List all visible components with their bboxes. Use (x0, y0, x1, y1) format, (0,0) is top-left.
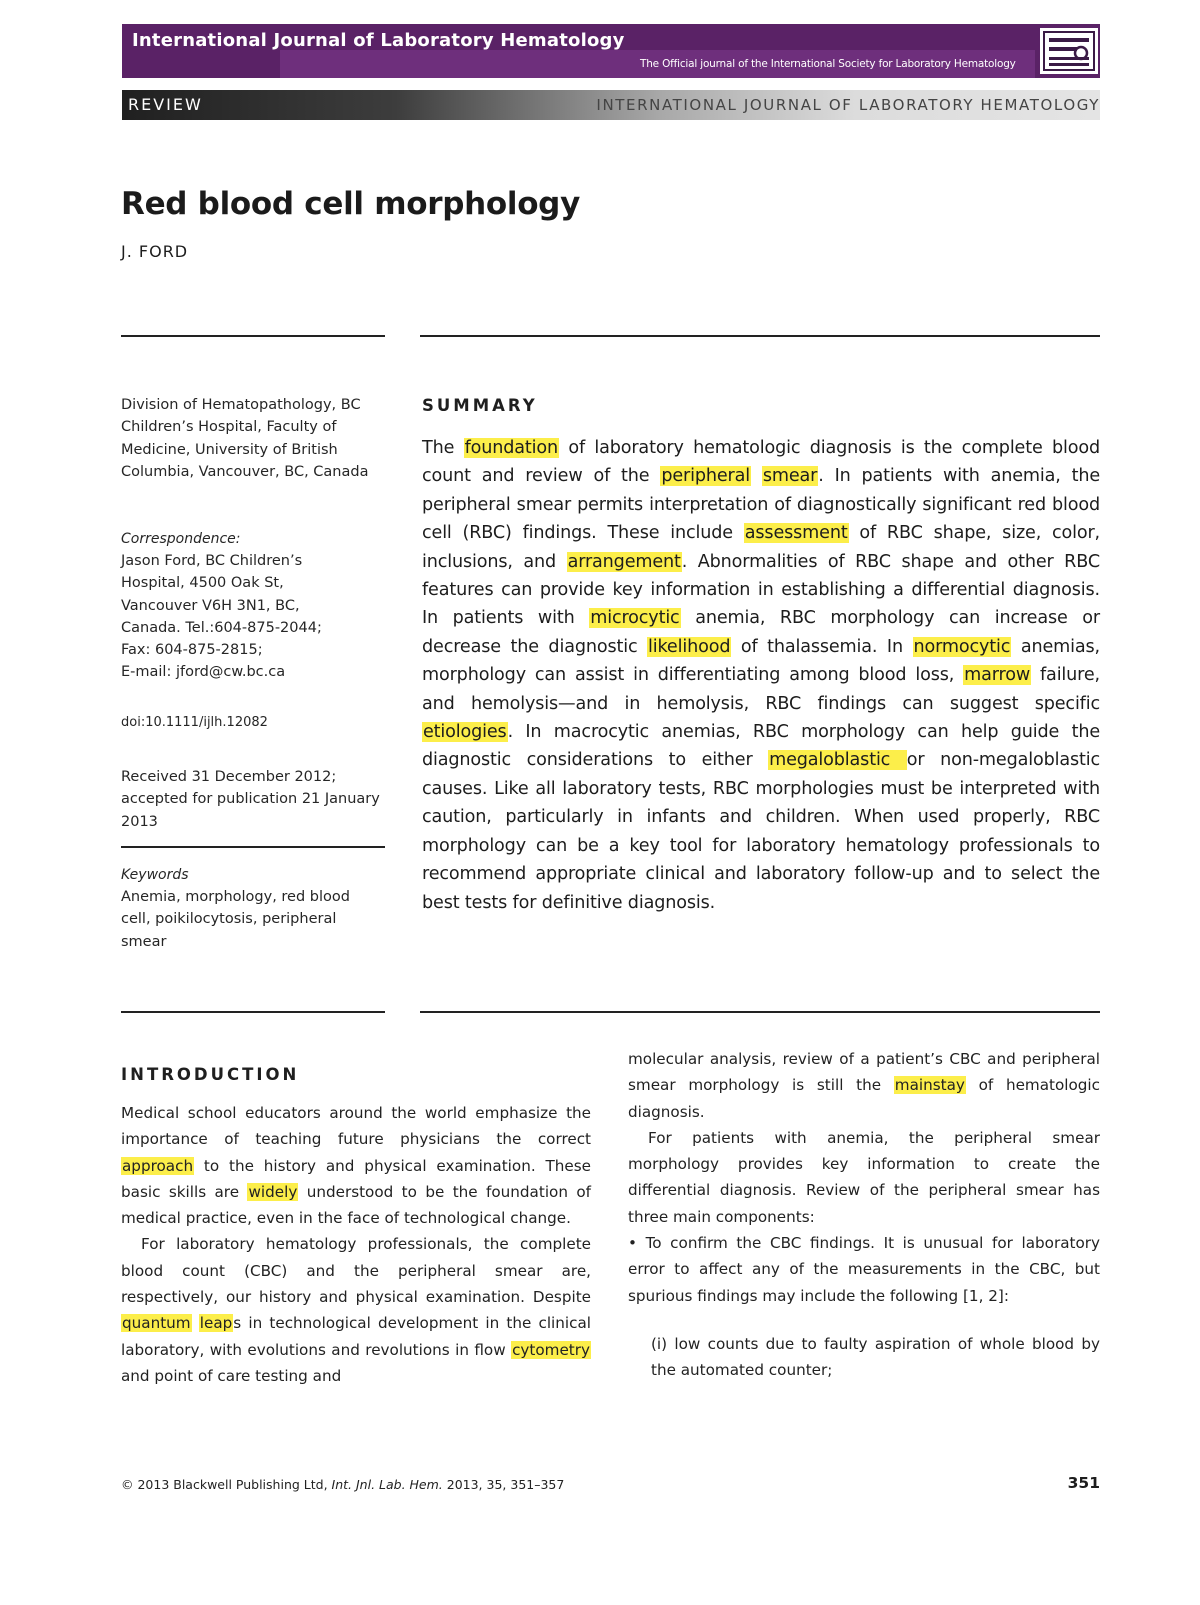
correspondence-line: Jason Ford, BC Children’s (121, 553, 303, 569)
highlighted-word: smear (762, 466, 818, 487)
copyright-text: © 2013 Blackwell Publishing Ltd, (121, 1477, 328, 1492)
highlighted-word: cytometry (512, 1340, 590, 1359)
highlighted-word: mainstay (894, 1076, 965, 1095)
article-title: Red blood cell morphology (121, 186, 580, 222)
highlighted-word: etiologies (423, 722, 507, 743)
journal-abbreviation: Int. Jnl. Lab. Hem. (331, 1477, 443, 1492)
keywords-rule (121, 846, 385, 848)
received-dates: Received 31 December 2012; accepted for publication 21 January 2013 (121, 769, 380, 830)
highlighted-word: microcytic (590, 608, 680, 629)
article-doi[interactable]: doi:10.1111/ijlh.12082 (121, 715, 268, 730)
highlighted-word: peripheral (661, 466, 750, 487)
body-paragraph: molecular analysis, review of a patient’s CBC and peripheral smear morphology is still the mainstay of hematologic diagnosis. (628, 1050, 1100, 1121)
highlighted-word: marrow (964, 665, 1031, 686)
introduction-heading: INTRODUCTION (121, 1065, 300, 1084)
correspondence-line: Hospital, 4500 Oak St, (121, 575, 284, 592)
article-author: J. FORD (121, 242, 189, 261)
body-paragraph: For patients with anemia, the peripheral smear morphology provides key information to create the differential diagnosis. Review of the peripheral smear has three main components: (628, 1128, 1100, 1226)
footer-citation (121, 1477, 564, 1492)
summary-bottom-rule (420, 1011, 1100, 1013)
highlighted-word: arrangement (567, 551, 681, 572)
body-paragraph: Medical school educators around the world emphasize the importance of teaching future physicians the correct approach to the history and physical examination. These basic skills are widely understood to be the foundation of medical practice, even in the face of technological change. (121, 1104, 591, 1228)
highlighted-word: quantum (122, 1314, 191, 1333)
summary-text: The foundation of laboratory hematologic diagnosis is the complete blood count and review of the peripheral smear. In patients with anemia, the peripheral smear permits interpretation of diagnostically significant red blood cell (RBC) findings. These include assessment of RBC shape, size, color, inclusions, and arrangement. Abnormalities of RBC shape and other RBC features can provide key information in establishing a differential diagnosis. In patients with microcytic anemia, RBC morphology can increase or decrease the diagnostic likelihood of thalassemia. In normocytic anemias, morphology can assist in differentiating among blood loss, marrow failure, and hemolysis—and in hemolysis, RBC findings can suggest specific etiologies. In macrocytic anemias, RBC morphology can help guide the diagnostic considerations to either megaloblastic or non-megaloblastic causes. Like all laboratory tests, RBC morphologies must be interpreted with caution, particularly in infants and children. When used properly, RBC morphology can be a key tool for laboratory hematology professionals to recommend appropriate clinical and laboratory follow-up and to select the best tests for definitive diagnosis. (422, 438, 1101, 913)
highlighted-word: foundation (464, 438, 559, 458)
section-label: REVIEW (128, 95, 203, 114)
highlighted-word: approach (122, 1156, 194, 1175)
summary-heading: SUMMARY (422, 396, 538, 415)
sidebar-bottom-rule (121, 1011, 385, 1013)
citation-details: 2013, 35, 351–357 (446, 1477, 565, 1492)
keywords-label: Keywords (121, 867, 189, 883)
correspondence-line: Canada. Tel.:604-875-2044; (121, 619, 322, 636)
correspondence-line: Vancouver V6H 3N1, BC, (121, 597, 300, 614)
correspondence-line: Fax: 604-875-2815; (121, 642, 263, 659)
journal-title: International Journal of Laboratory Hematology (132, 30, 625, 51)
correspondence-email[interactable]: E-mail: jford@cw.bc.ca (121, 664, 286, 681)
highlighted-word: widely (248, 1182, 298, 1201)
journal-logo-icon (1040, 28, 1098, 74)
numbered-list-item: (i) low counts due to faulty aspiration of whole blood by the automated counter; (651, 1334, 1100, 1380)
body-column-right (628, 1046, 1100, 1384)
author-affiliation: Division of Hematopathology, BC Children’s Hospital, Faculty of Medicine, University of British Columbia, Vancouver, BC, Canada (121, 397, 369, 480)
bullet-item: • To confirm the CBC findings. It is unusual for laboratory error to affect any of the measurements in the CBC, but spurious findings may include the following [1, 2]: (628, 1234, 1100, 1305)
correspondence-label: Correspondence: (121, 531, 241, 547)
highlighted-word: leap (199, 1314, 233, 1333)
society-tagline: The Official journal of the International Society for Laboratory Hematology (640, 58, 1016, 70)
summary-top-rule (420, 335, 1100, 337)
correspondence-details (121, 550, 381, 684)
highlighted-word: normocytic (913, 636, 1011, 657)
keywords-list: Anemia, morphology, red blood cell, poikilocytosis, peripheral smear (121, 889, 350, 950)
page-number: 351 (1067, 1474, 1100, 1492)
section-journal-name: INTERNATIONAL JOURNAL OF LABORATORY HEMATOLOGY (596, 96, 1100, 114)
body-paragraph: For laboratory hematology professionals, the complete blood count (CBC) and the peripheral smear are, respectively, our history and physical examination. Despite quantum leaps in technological development in the clinical laboratory, with evolutions and revolutions in flow cytometry and point of care testing and (121, 1235, 592, 1385)
body-column-left (121, 1100, 591, 1389)
highlighted-word: assessment (744, 523, 848, 544)
highlighted-word: likelihood (648, 636, 731, 657)
highlighted-word: megaloblastic (769, 750, 906, 771)
sidebar-top-rule (121, 335, 385, 337)
